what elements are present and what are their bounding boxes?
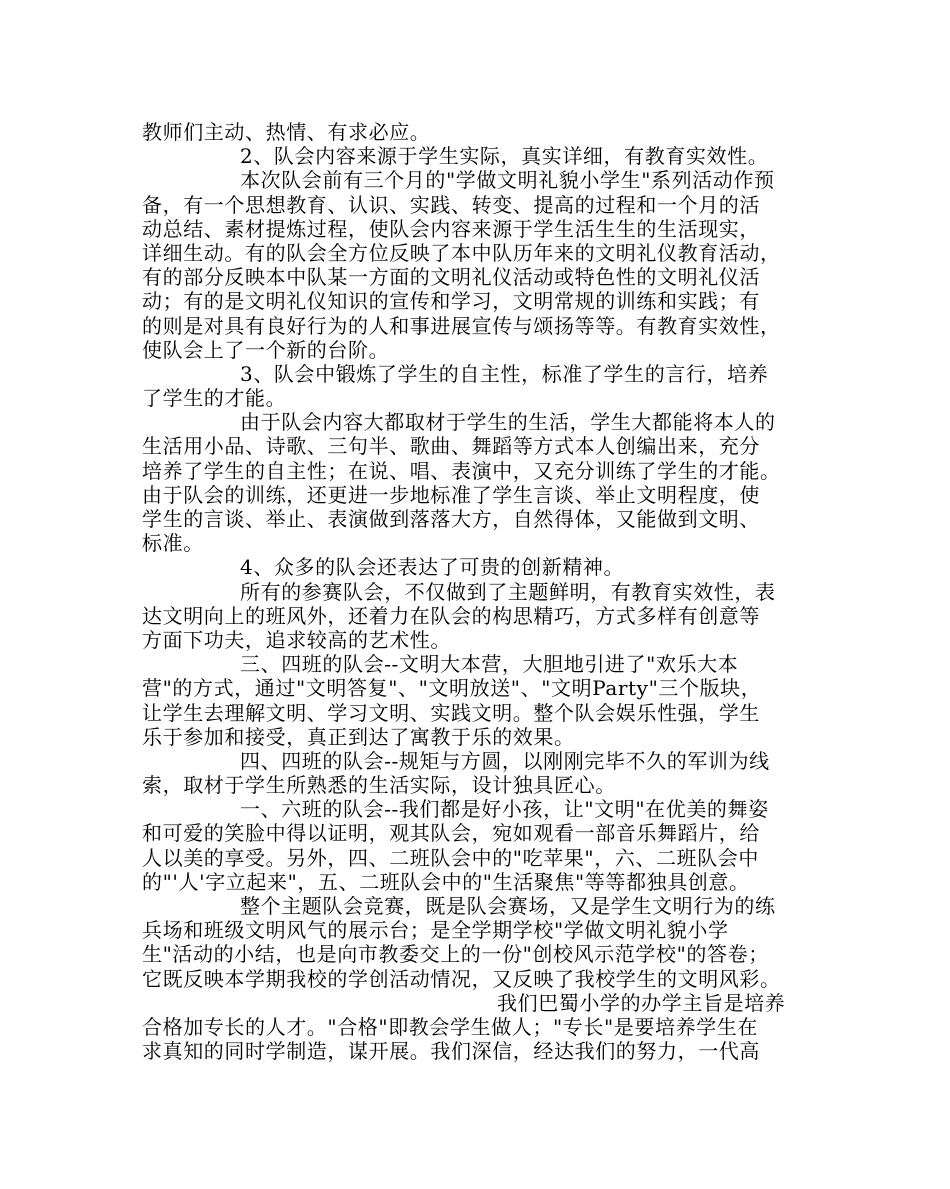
- text-line: 三、四班的队会--文明大本营，大胆地引进了"欢乐大本: [240, 652, 739, 677]
- text-line: 所有的参赛队会，不仅做到了主题鲜明，有教育实效性，表: [240, 579, 776, 604]
- text-line: 教师们主动、热情、有求必应。: [142, 120, 431, 144]
- text-line: 生活用小品、诗歌、三句半、歌曲、舞蹈等方式本人创编出来，充分: [142, 434, 760, 459]
- text-line: 它既反映本学期我校的学创活动情况，又反映了我校学生的文明风彩。: [142, 966, 781, 991]
- text-line: 的"'人'字立起来"，五、二班队会中的"生活聚焦"等等都独具创意。: [142, 869, 750, 894]
- text-line: 4、众多的队会还表达了可贵的创新精神。: [240, 555, 625, 580]
- text-line: 合格加专长的人才。"合格"即教会学生做人；"专长"是要培养学生在: [142, 1014, 758, 1039]
- text-line: 营"的方式，通过"文明答复"、"文明放送"、"文明Party"三个版块，: [142, 676, 762, 701]
- text-line: 生"活动的小结，也是向市教委交上的一份"创校风示范学校"的答卷；: [142, 942, 769, 967]
- text-line: 使队会上了一个新的台阶。: [142, 337, 390, 362]
- text-line: 四、四班的队会--规矩与方圆，以刚刚完毕不久的军训为线: [240, 748, 770, 773]
- text-line: 一、六班的队会--我们都是好小孩，让"文明"在优美的舞姿: [240, 797, 769, 822]
- text-line: 培养了学生的自主性；在说、唱、表演中，又充分训练了学生的才能。: [142, 458, 781, 483]
- text-line: 标准。: [142, 531, 204, 556]
- text-line: 乐于参加和接受，真正到达了寓教于乐的效果。: [142, 724, 575, 749]
- text-line: 人以美的享受。另外，四、二班队会中的"吃苹果"，六、二班队会中: [142, 845, 759, 870]
- text-line: 整个主题队会竞赛，既是队会赛场，又是学生文明行为的练: [240, 894, 776, 918]
- text-line: 备，有一个思想教育、认识、实践、转变、提高的过程和一个月的活: [142, 192, 760, 217]
- text-line: 有的部分反映本中队某一方面的文明礼仪活动或特色性的文明礼仪活: [142, 265, 760, 290]
- text-line: 的则是对具有良好行为的人和事进展宣传与颂扬等等。有教育实效性，: [142, 313, 781, 338]
- text-line: 动总结、素材提炼过程，使队会内容来源于学生活生生的生活现实，: [142, 216, 760, 241]
- text-line: 了学生的才能。: [142, 386, 287, 411]
- text-line: 我们巴蜀小学的办学主旨是培养: [497, 990, 786, 1015]
- text-line: 和可爱的笑脸中得以证明，观其队会，宛如观看一部音乐舞蹈片，给: [142, 821, 760, 846]
- body-text: [142, 120, 818, 1063]
- text-line: 索，取材于学生所熟悉的生活实际，设计独具匠心。: [142, 773, 616, 798]
- text-line: 让学生去理解文明、学习文明、实践文明。整个队会娱乐性强，学生: [142, 700, 760, 725]
- text-line: 3、队会中锻炼了学生的自主性，标准了学生的言行，培养: [240, 361, 769, 386]
- text-line: 求真知的同时学制造，谋开展。我们深信，经达我们的努力，一代高: [142, 1039, 760, 1064]
- text-line: 方面下功夫，追求较高的艺术性。: [142, 627, 451, 652]
- text-line: 由于队会的训练，还更进一步地标准了学生言谈、举止文明程度，使: [142, 482, 760, 507]
- text-line: 由于队会内容大都取材于学生的生活，学生大都能将本人的: [240, 410, 776, 435]
- text-line: 本次队会前有三个月的"学做文明礼貌小学生"系列活动作预: [240, 168, 775, 193]
- text-line: 2、队会内容来源于学生实际，真实详细，有教育实效性。: [240, 144, 769, 169]
- text-line: 达文明向上的班风外，还着力在队会的构思精巧，方式多样有创意等: [142, 603, 760, 628]
- text-line: 兵场和班级文明风气的展示台；是全学期学校"学做文明礼貌小学: [142, 918, 729, 943]
- text-line: 详细生动。有的队会全方位反映了本中队历年来的文明礼仪教育活动，: [142, 240, 781, 265]
- text-line: 动；有的是文明礼仪知识的宣传和学习，文明常规的训练和实践；有: [142, 289, 760, 314]
- text-line: 学生的言谈、举止、表演做到落落大方，自然得体，又能做到文明、: [142, 507, 760, 531]
